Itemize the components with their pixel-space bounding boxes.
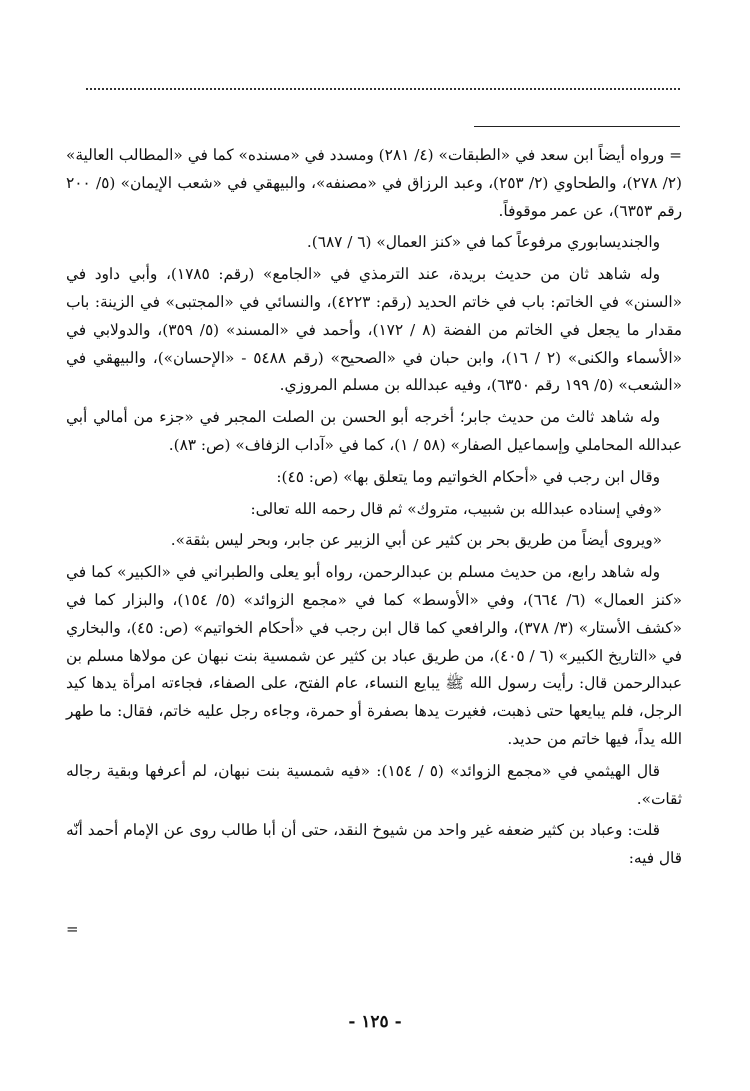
paragraph-5: وقال ابن رجب في «أحكام الخواتيم وما يتعلق بها» (ص: ٤٥): <box>276 467 660 486</box>
page-number: - ١٢٥ - <box>348 1012 402 1032</box>
paragraph-3: وله شاهد ثان من حديث بريدة، عند الترمذي في «الجامع» (رقم: ١٧٨٥)، وأبي داود في «السنن» في الخاتم: باب في خاتم الحديد (رقم: ٤٢٢٣)، والنسائي في «المجتبى» في الزينة: باب مقدار ما يجعل في الخاتم من الفضة (٨ / ١٧٢)، وأحمد في «المسند» (٥/ ٣٥٩)، والدولابي في «الأسماء والكنى» (٢ / ١٦)، وابن حبان في «الصحيح» (رقم ٥٤٨٨ - «الإحسان»)، والبيهقي في «الشعب» (٥/ ١٩٩ رقم ٦٣٥٠)، وفيه عبدالله بن مسلم المروزي. <box>66 265 683 395</box>
quote-1: «وفي إسناده عبدالله بن شبيب، متروك» ثم قال رحمه الله تعالى: <box>250 499 662 518</box>
quote-2: «ويروى أيضاً من طريق بحر بن كثير عن أبي الزبير عن جابر، وبحر ليس بثقة». <box>170 531 662 550</box>
paragraph-6: وله شاهد رابع، من حديث مسلم بن عبدالرحمن، رواه أبو يعلى والطبراني في «الكبير» كما في «كنز العمال» (٦/ ٦٦٤)، وفي «الأوسط» كما في «مجمع الزوائد» (٥/ ١٥٤)، والبزار كما في «كشف الأستار» (٣/ ٣٧٨)، والرافعي كما قال ابن رجب في «أحكام الخواتيم» (ص: ٤٥)، والبخاري في «التاريخ الكبير» (٦ / ٤٠٥)، من طريق عباد بن كثير عن شمسية بنت نبهان عن مولاها مسلم بن عبدالرحمن قال: رأيت رسول الله ﷺ يبايع النساء، عام الفتح، على الصفاء، فجاءته امرأة يدها كيد الرجل، فلم يبايعها حتى ذهبت، فغيرت يدها بصفرة أو حمرة، وجاءه رجل عليه خاتم، فقال: ما طهر الله يداً، فيها خاتم من حديد. <box>66 563 682 748</box>
continuation-mark: = <box>66 920 79 938</box>
paragraph-7: قال الهيثمي في «مجمع الزوائد» (٥ / ١٥٤): «فيه شمسية بنت نبهان، لم أعرفها وبقية رجاله ثقات». <box>66 761 682 808</box>
paragraph-2: والجنديسابوري مرفوعاً كما في «كنز العمال» (٦ / ٦٨٧). <box>306 233 660 252</box>
paragraph-8: قلت: وعباد بن كثير ضعفه غير واحد من شيوخ النقد، حتى أن أبا طالب روى عن الإمام أحمد أنّه قال فيه: <box>66 821 682 868</box>
paragraph-1: = ورواه أيضاً ابن سعد في «الطبقات» (٤/ ٢٨١) ومسدد في «مسنده» كما في «المطالب العالية» (٢/ ٢٧٨)، والطحاوي (٢/ ٢٥٣)، وعبد الرزاق في «مصنفه»، والبيهقي في «شعب الإيمان» (٥/ ٢٠٠ رقم ٦٣٥٣)، عن عمر موقوفاً. <box>66 146 682 220</box>
header-dotted-line <box>86 88 680 96</box>
footnote-body <box>66 142 682 877</box>
footnote-separator-rule <box>474 126 680 127</box>
paragraph-4: وله شاهد ثالث من حديث جابر؛ أخرجه أبو الحسن بن الصلت المجبر في «جزء من أمالي أبي عبدالله المحاملي وإسماعيل الصفار» (٥٨ / ١)، كما في «آداب الزفاف» (ص: ٨٣). <box>66 408 682 454</box>
